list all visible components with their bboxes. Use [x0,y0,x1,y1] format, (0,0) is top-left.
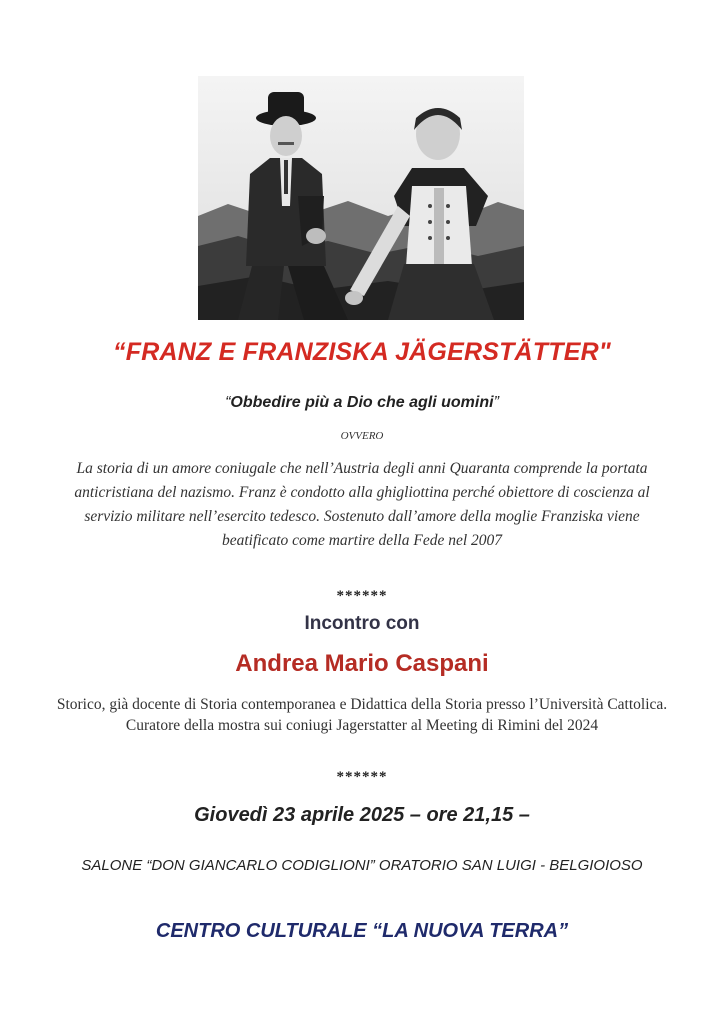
incontro-label: Incontro con [304,613,420,634]
subtitle-close-quote: ” [493,394,499,411]
event-date: Giovedì 23 aprile 2025 – ore 21,15 – [194,804,530,826]
speaker-name: Andrea Mario Caspani [235,650,489,677]
subtitle-open-quote: “ [225,394,231,411]
event-subtitle [0,394,724,412]
speaker-bio: Storico, già docente di Storia contemporanea e Didattica della Storia presso l’Università Cattolica. Curatore della mostra sui coniugi Jagerstatter al Meeting di Rimini del 2024 [56,696,668,734]
story-paragraph: La storia di un amore coniugale che nell’Austria degli anni Quaranta comprende la portata anticristiana del nazismo. Franz è condotto alla ghigliottina perché obiettore di coscienza al servizio militare nell’esercito tedesco. Sostenuto dall’amore della moglie Franziska viene beatificato come martire della Fede nel 2007 [74,460,650,549]
separator-stars: ****** [336,588,388,604]
organizer-name: CENTRO CULTURALE “LA NUOVA TERRA” [155,920,569,942]
couple-photo-illustration [198,76,524,320]
event-title: “FRANZ E FRANZISKA JÄGERSTÄTTER" [113,338,611,366]
separator-stars-2: ****** [336,769,388,785]
subtitle-text: Obbedire più a Dio che agli uomini [230,394,494,411]
ovvero-label: OVVERO [340,430,384,442]
event-venue: SALONE “DON GIANCARLO CODIGLIONI” ORATORIO SAN LUIGI - BELGIOIOSO [81,857,643,874]
couple-photo [198,76,524,320]
